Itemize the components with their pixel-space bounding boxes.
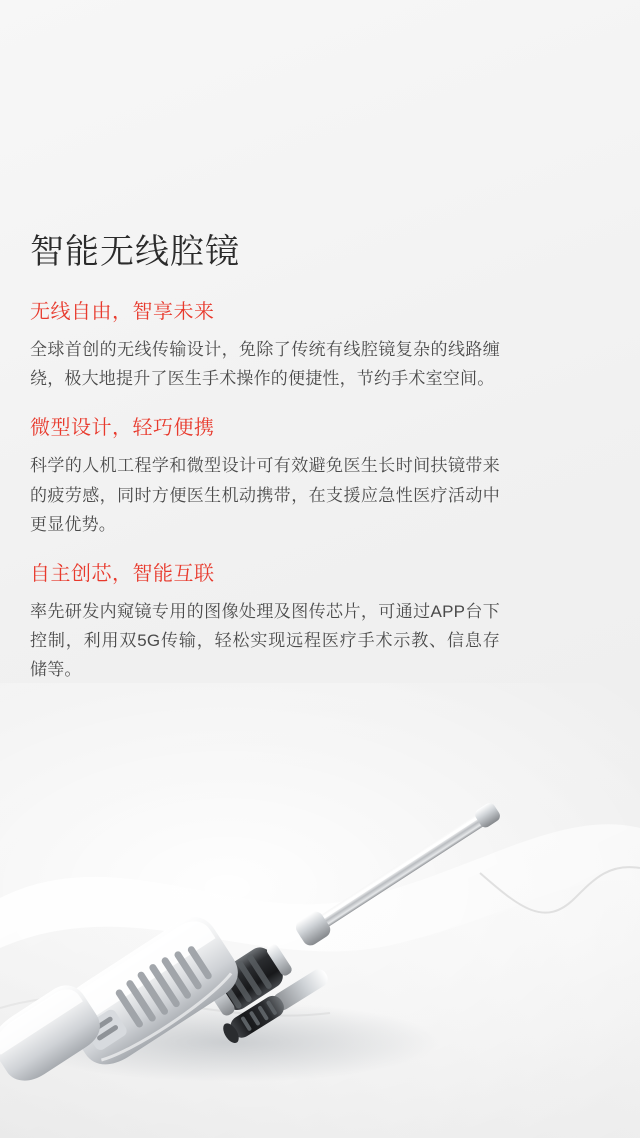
- feature-section-2: [30, 415, 500, 539]
- feature-section-1: [30, 299, 500, 393]
- page-title: 智能无线腔镜: [30, 233, 240, 271]
- background-curve-decoration: [0, 778, 640, 1138]
- feature-heading: 微型设计，轻巧便携: [30, 417, 215, 440]
- feature-body: 率先研发内窥镜专用的图像处理及图传芯片，可通过APP台下控制，利用双5G传输，轻松实现远程医疗手术示教、信息存储等。: [30, 601, 500, 680]
- feature-body: 科学的人机工程学和微型设计可有效避免医生长时间扶镜带来的疲劳感，同时方便医生机动携带，在支援应急性医疗活动中更显优势。: [30, 456, 500, 534]
- feature-section-3: [30, 561, 500, 685]
- product-image: [0, 770, 640, 1138]
- feature-heading: 无线自由，智享未来: [30, 300, 215, 323]
- feature-body: 全球首创的无线传输设计，免除了传统有线腔镜复杂的线路缠绕，极大地提升了医生手术操作的便捷性，节约手术室空间。: [30, 339, 500, 389]
- text-content: [30, 232, 500, 707]
- feature-heading: 自主创芯，智能互联: [30, 562, 215, 585]
- background-sheen: [0, 683, 640, 1138]
